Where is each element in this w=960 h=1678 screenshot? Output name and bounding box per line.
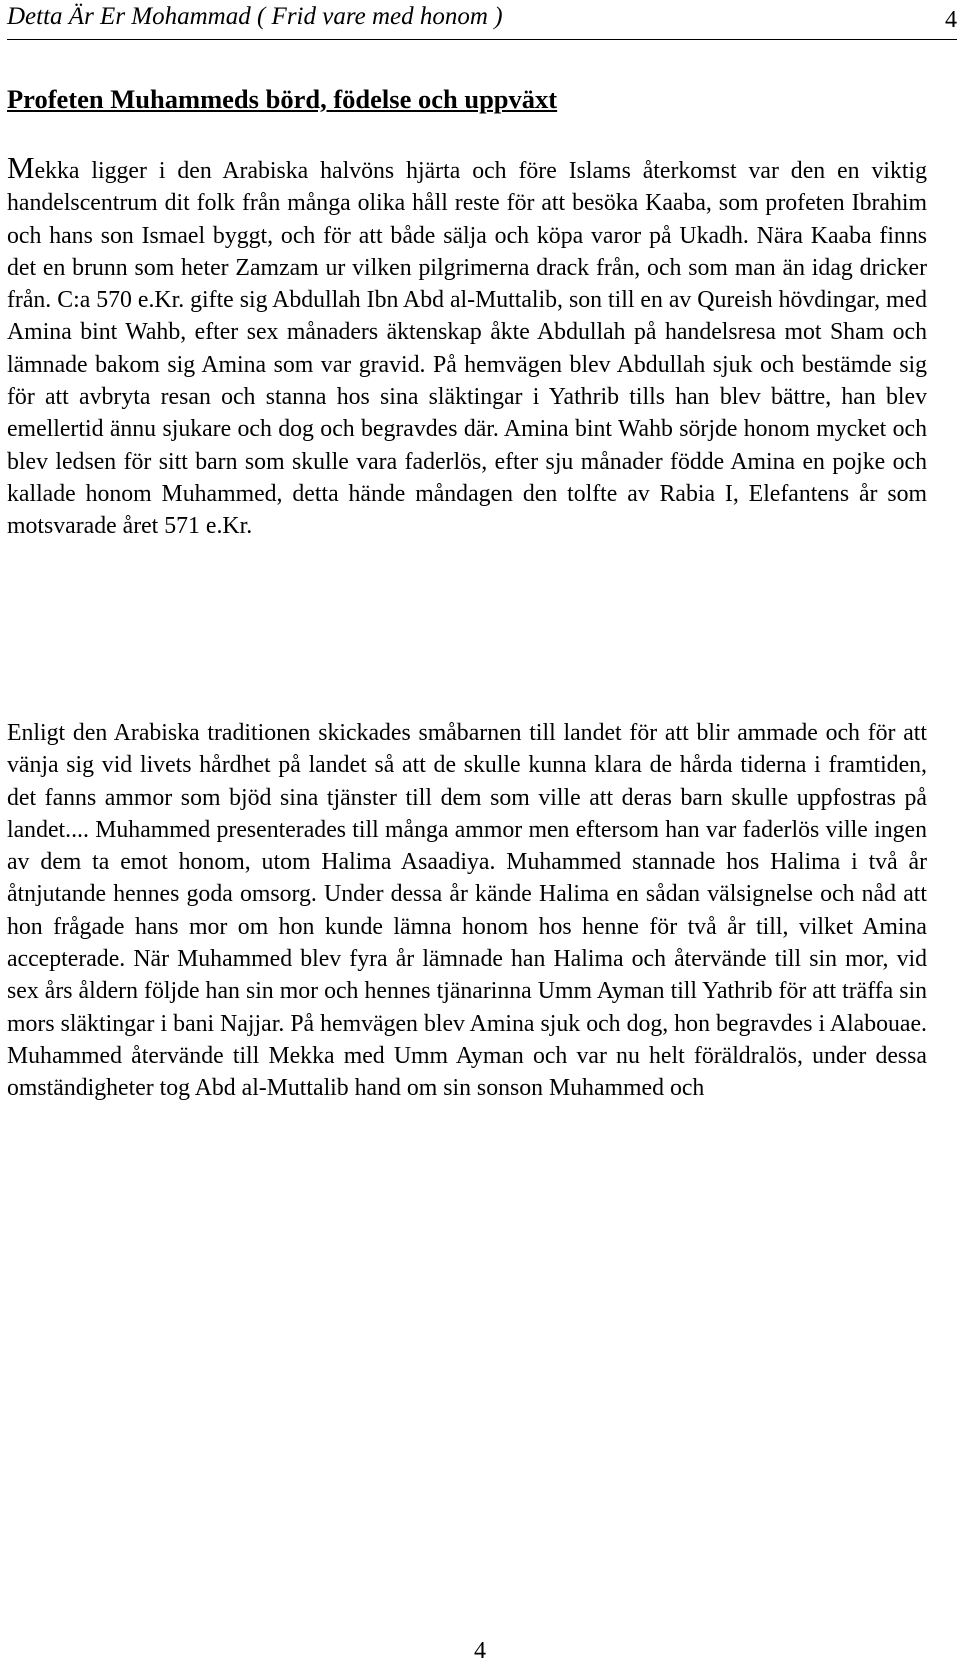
section-heading: Profeten Muhammeds börd, födelse och uppväxt [7, 84, 558, 114]
paragraph-1-text: ekka ligger i den Arabiska halvöns hjärta och före Islams återkomst var den en viktig handelscentrum dit folk från många olika håll reste för att besöka Kaaba, som profeten Ibrahim och hans son Ismael byggt, och för att både sälja och köpa varor på Ukadh. Nära Kaaba finns det en brunn som heter Zamzam ur vilken pilgrimerna drack från, och som man än idag dricker från. C:a 570 e.Kr. gifte sig Abdullah Ibn Abd al-Muttalib, son till en av Qureish hövdingar, med Amina bint Wahb, efter sex månaders äktenskap åkte Abdullah på handelsresa mot Sham och lämnade bakom sig Amina som var gravid. På hemvägen blev Abdullah sjuk och bestämde sig för att avbryta resan och stanna hos sina släktingar i Yathrib tills han blev bättre, han blev emellertid ännu sjukare och dog och begravdes där. Amina bint Wahb sörjde honom mycket och blev ledsen för sitt barn som skulle vara faderlös, efter sju månader födde Amina en pojke och kallade honom Muhammed, detta hände måndagen den tolfte av Rabia I, Elefantens år som motsvarade året 571 e.Kr. [7, 158, 927, 540]
paragraph-1-dropcap: M [7, 150, 35, 185]
header-page-number: 4 [945, 7, 957, 33]
header-title: Detta Är Er Mohammad ( Frid vare med honom ) [7, 3, 503, 30]
running-header [7, 0, 957, 40]
paragraph-1 [7, 152, 927, 543]
paragraph-2: Enligt den Arabiska traditionen skickades småbarnen till landet för att blir ammade och för att vänja sig vid livets hårdhet på landet så att de skulle kunna klara de hårda tiderna i framtiden, det fanns ammor som bjöd sina tjänster till dem som ville att deras barn skulle uppfostras på landet.... Muhammed presenterades till många ammor men eftersom han var faderlös ville ingen av dem ta emot honom, utom Halima Asaadiya. Muhammed stannade hos Halima i två år åtnjutande hennes goda omsorg. Under dessa år kände Halima en sådan välsignelse och nåd att hon frågade hans mor om hon kunde lämna honom hos henne för två år till, vilket Amina accepterade. När Muhammed blev fyra år lämnade han Halima och återvände till sin mor, vid sex års åldern följde han sin mor och hennes tjänarinna Umm Ayman till Yathrib för att träffa sin mors släktingar i bani Najjar. På hemvägen blev Amina sjuk och dog, hon begravdes i Alabouae. Muhammed återvände till Mekka med Umm Ayman och var nu helt föräldralös, under dessa omständigheter tog Abd al-Muttalib hand om sin sonson Muhammed och [7, 720, 927, 1102]
footer-page-number: 4 [474, 1638, 486, 1664]
